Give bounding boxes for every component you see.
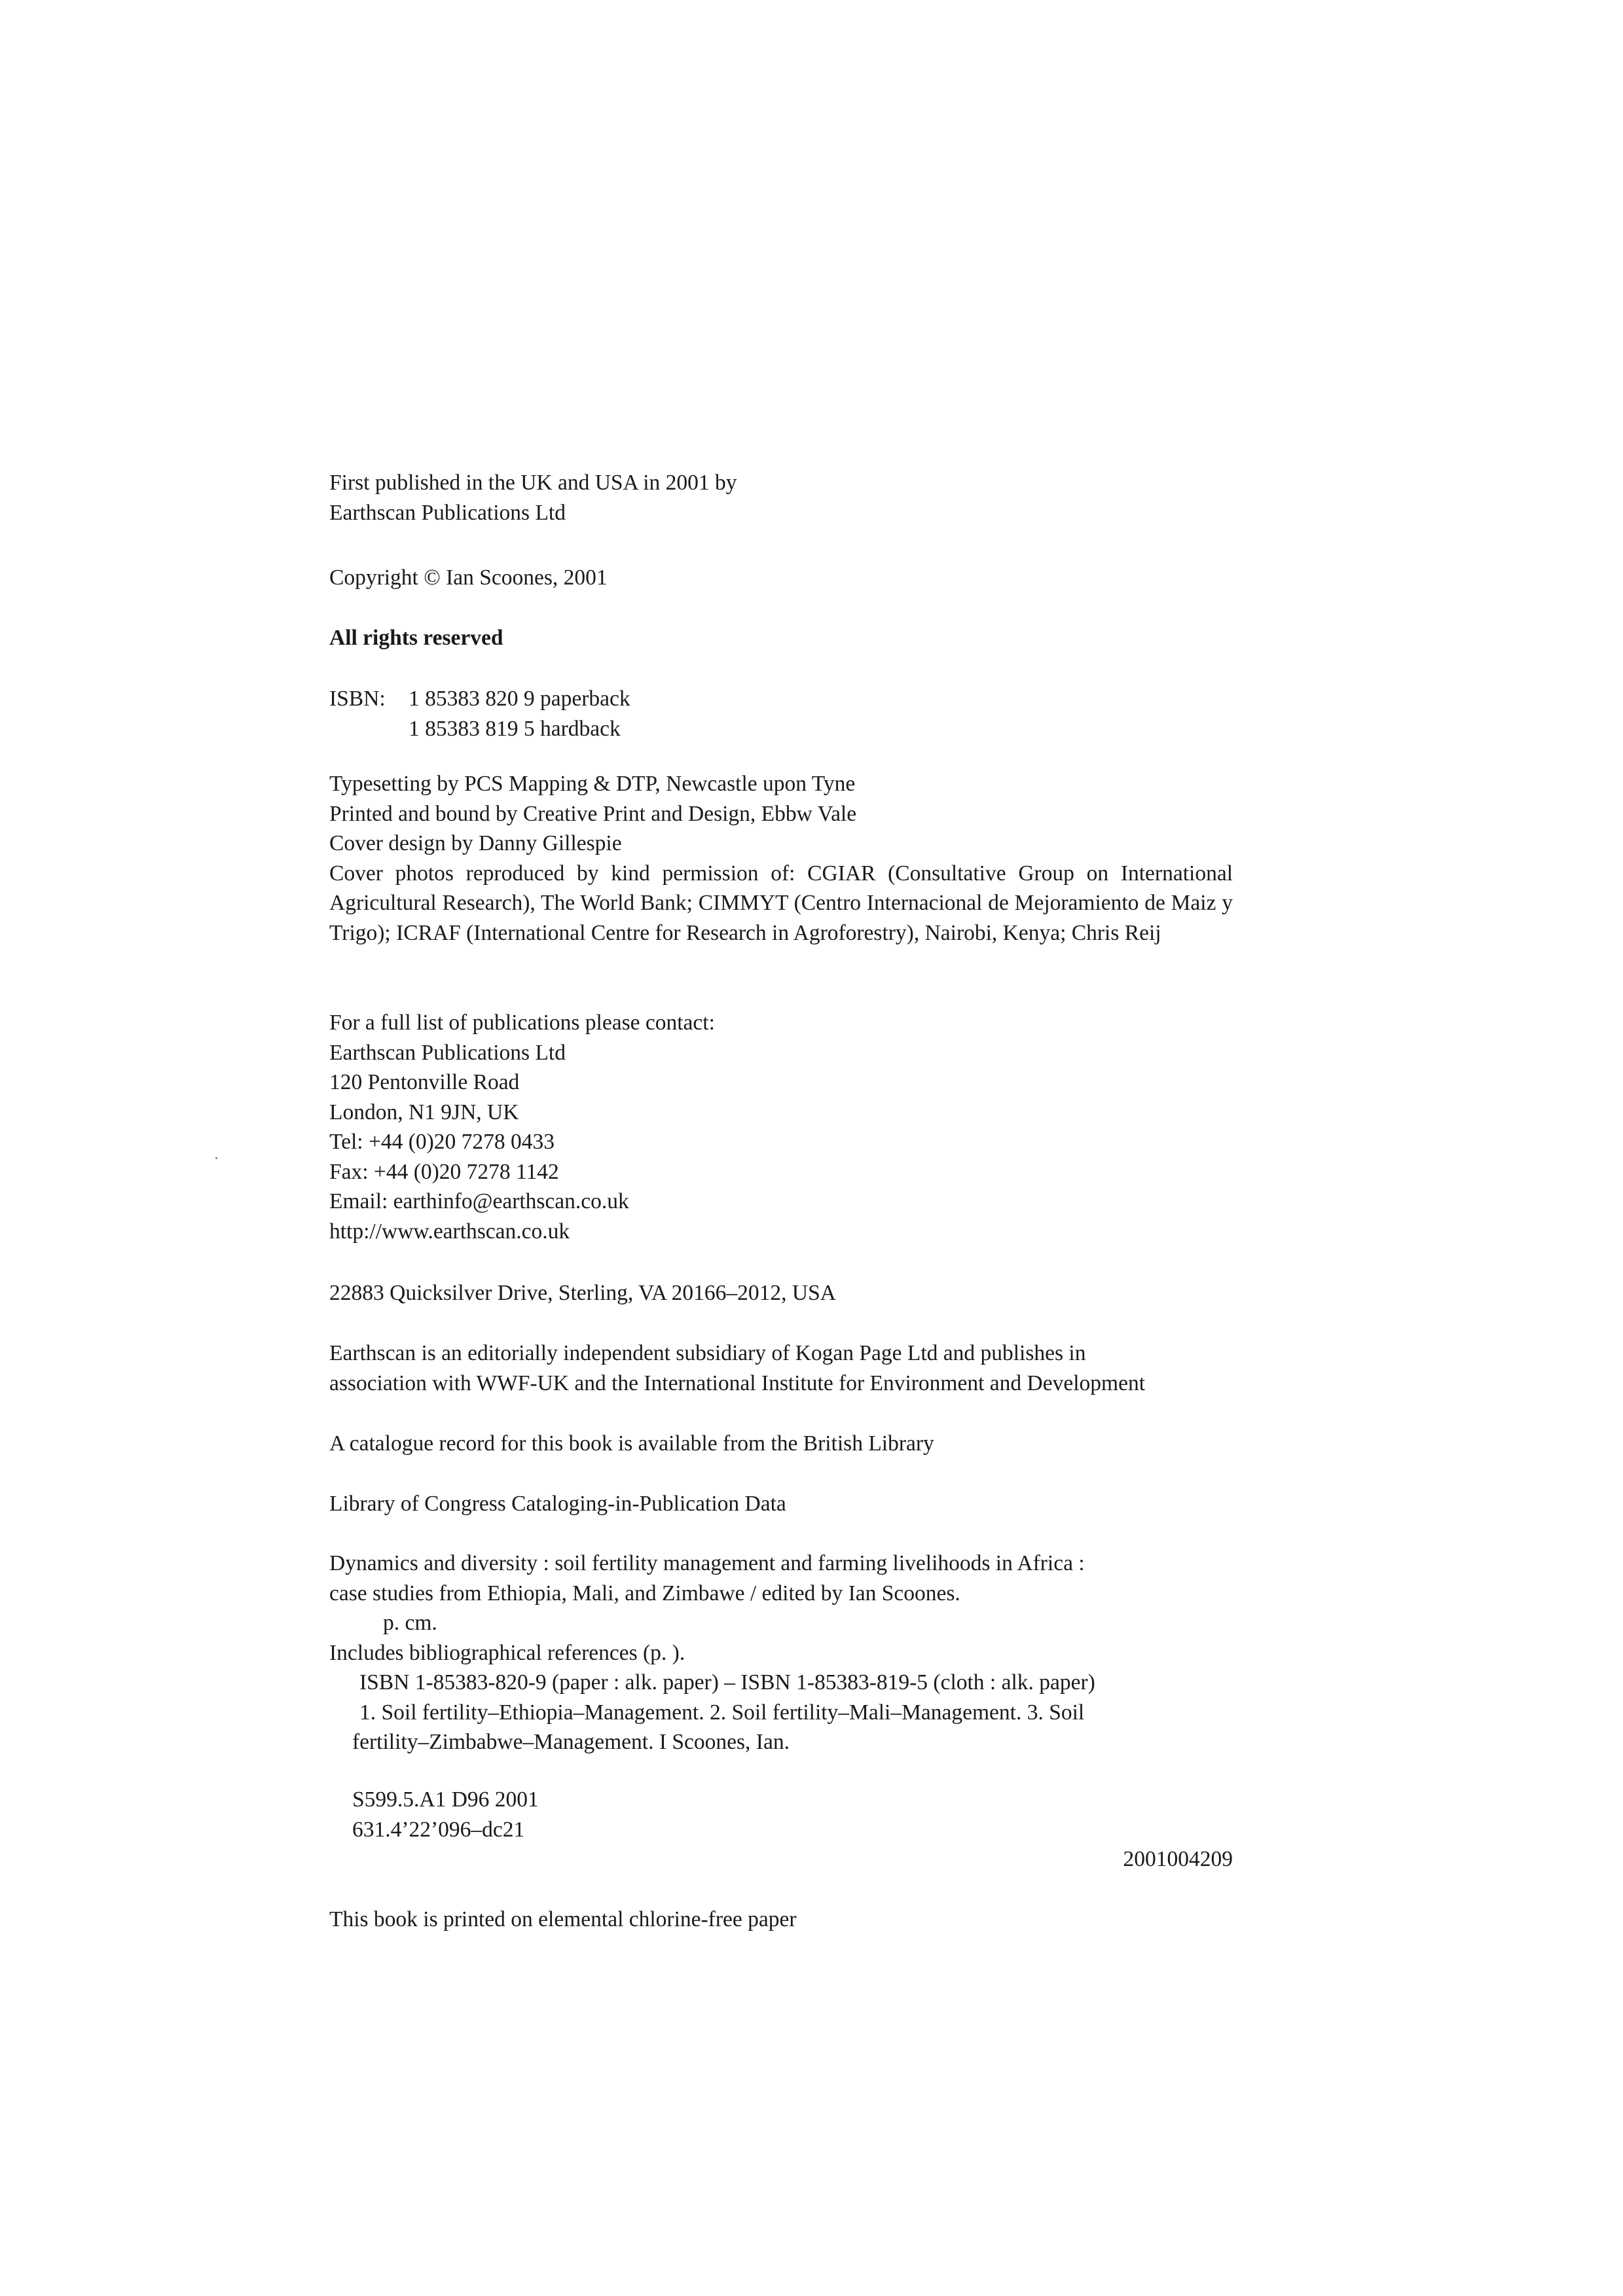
paper-note-text: This book is printed on elemental chlorine-free paper [329,1907,797,1931]
loc-bibliography: Includes bibliographical references (p. ). [329,1640,685,1665]
loc-call-numbers [329,1785,1233,1874]
cover-design-credit: Cover design by Danny Gillespie [329,831,622,855]
copyright-notice [329,563,1233,593]
printing-credit: Printed and bound by Creative Print and Design, Ebbw Vale [329,801,857,826]
contact-email: Email: earthinfo@earthscan.co.uk [329,1189,629,1213]
loc-heading-block [329,1489,1233,1519]
publication-line-1: First published in the UK and USA in 2001 by [329,471,737,495]
loc-pcm: p. cm. [383,1611,437,1635]
subsidiary-line-1: Earthscan is an editorially independent subsidiary of Kogan Page Ltd and publishes in [329,1341,1086,1365]
loc-call-number-1: S599.5.A1 D96 2001 [352,1787,539,1812]
contact-intro: For a full list of publications please contact: [329,1011,715,1035]
contact-website: http://www.earthscan.co.uk [329,1219,570,1244]
us-address [329,1278,1233,1308]
loc-subjects-line-2: fertility–Zimbabwe–Management. I Scoones, Ian. [352,1730,790,1754]
loc-record [329,1549,1233,1757]
british-library-notice [329,1429,1233,1459]
isbn-hardback: 1 85383 819 5 hardback [409,716,621,741]
contact-tel: Tel: +44 (0)20 7278 0433 [329,1130,555,1154]
contact-name: Earthscan Publications Ltd [329,1040,566,1065]
contact-info [329,1008,1233,1246]
isbn-block [329,684,1233,744]
british-library-text: A catalogue record for this book is available from the British Library [329,1431,934,1456]
subsidiary-statement [329,1338,1233,1398]
loc-control-number: 2001004209 [1123,1847,1233,1871]
contact-street: 120 Pentonville Road [329,1070,520,1094]
publication-line-2: Earthscan Publications Ltd [329,500,566,525]
paper-note [329,1905,1233,1935]
contact-fax: Fax: +44 (0)20 7278 1142 [329,1159,559,1184]
rights-notice [329,623,1233,653]
us-address-text: 22883 Quicksilver Drive, Sterling, VA 20166–2012, USA [329,1281,836,1305]
isbn-paperback: 1 85383 820 9 paperback [409,687,630,711]
isbn-row-hardback [329,714,1233,744]
subsidiary-line-2: association with WWF-UK and the International Institute for Environment and Development [329,1371,1146,1395]
loc-subjects-line-1: 1. Soil fertility–Ethiopia–Management. 2. Soil fertility–Mali–Management. 3. Soil [359,1700,1085,1725]
loc-isbn-line: ISBN 1-85383-820-9 (paper : alk. paper) – ISBN 1-85383-819-5 (cloth : alk. paper) [359,1670,1095,1695]
loc-heading: Library of Congress Cataloging-in-Publication Data [329,1492,786,1516]
contact-city: London, N1 9JN, UK [329,1100,519,1124]
isbn-row-paperback [329,684,1233,714]
publication-info [329,468,1233,528]
loc-call-number-2: 631.4’22’096–dc21 [352,1817,525,1842]
stray-mark [215,1157,217,1159]
copyright-text: Copyright © Ian Scoones, 2001 [329,565,608,590]
loc-title-line-1: Dynamics and diversity : soil fertility management and farming livelihoods in Africa : [329,1551,1085,1575]
typesetting-credit: Typesetting by PCS Mapping & DTP, Newcastle upon Tyne [329,772,856,796]
production-credits [329,769,1233,948]
rights-text: All rights reserved [329,626,503,650]
isbn-label: ISBN: [329,687,386,711]
loc-title-line-2: case studies from Ethiopia, Mali, and Zimbawe / edited by Ian Scoones. [329,1581,960,1605]
cover-photos-credit: Cover photos reproduced by kind permission of: CGIAR (Consultative Group on International Agricultural Research), The World Bank; CIMMYT (Centro Internacional de Mejoramiento de Maiz y Trigo); ICRAF (International Centre for Research in Agroforestry), Nairobi, Kenya; Chris Reij [329,861,1233,945]
